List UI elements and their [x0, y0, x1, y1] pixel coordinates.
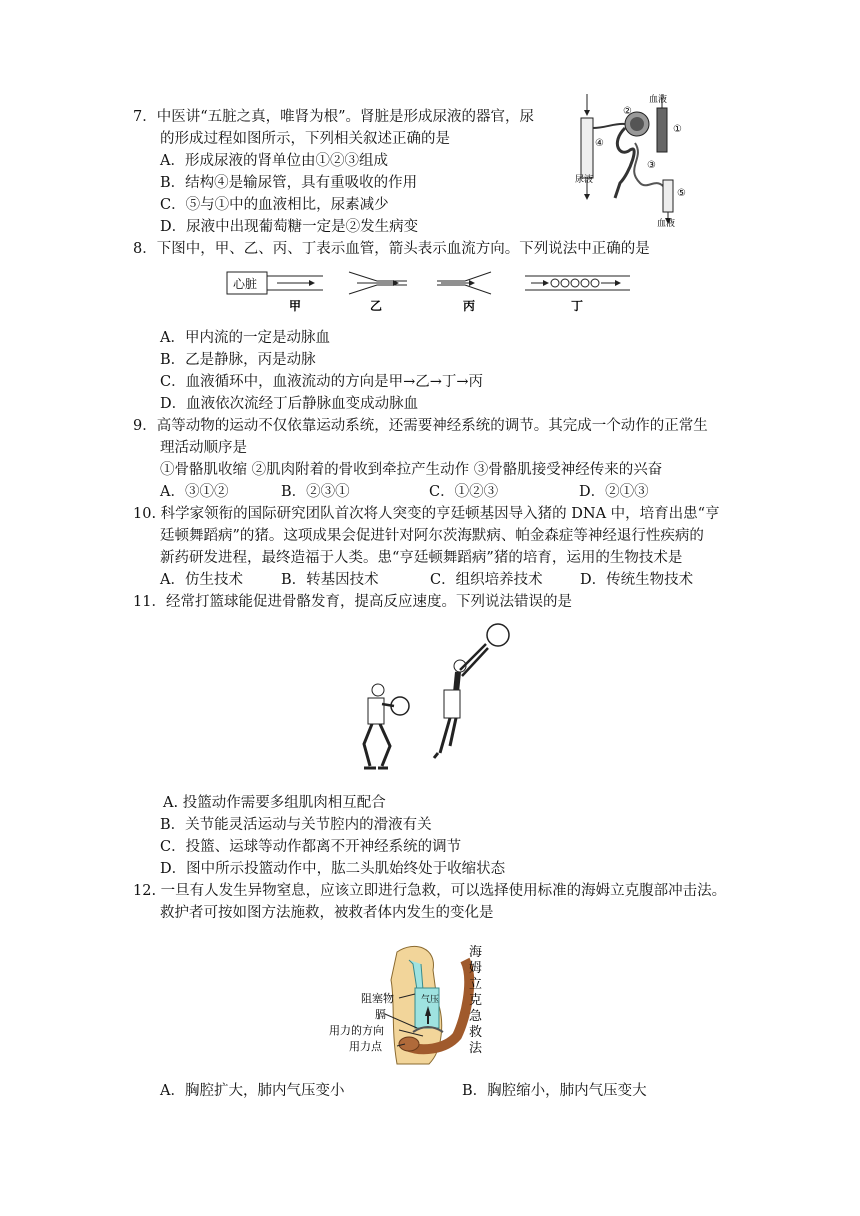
title-char-4: 克 — [469, 993, 483, 1008]
q12-stem-line2: 救护者可按如图方法施救，被救者体内发生的变化是 — [160, 905, 494, 921]
label-n1: ① — [673, 124, 682, 135]
heimlich-maneuver-figure — [325, 940, 495, 1068]
q12-option-b: B．胸腔缩小，肺内气压变大 — [462, 1083, 647, 1099]
blood-vessel-diagram — [225, 268, 645, 318]
q10-stem-line2: 廷顿舞蹈病”的猪。这项成果会促进针对阿尔茨海默病、帕金森症等神经退行性疾病的 — [160, 528, 704, 544]
label-pressure: 气压 — [421, 995, 440, 1005]
q8-option-c: C．血液循环中，血液流动的方向是甲→乙→丁→丙 — [160, 374, 484, 390]
q11-option-d: D．图中所示投篮动作中，肱二头肌始终处于收缩状态 — [160, 861, 506, 877]
label-n5: ⑤ — [677, 188, 686, 199]
q7-option-b: B．结构④是输尿管，具有重吸收的作用 — [160, 175, 418, 191]
label-heart: 心脏 — [233, 277, 258, 291]
q9-stem-line1: 9．高等动物的运动不仅依靠运动系统，还需要神经系统的调节。其完成一个动作的正常生 — [133, 418, 708, 434]
q8-option-b: B．乙是静脉，丙是动脉 — [160, 352, 316, 368]
q9-option-c: C．①②③ — [429, 484, 499, 500]
title-char-6: 救 — [469, 1025, 483, 1040]
q10-option-b: B．转基因技术 — [281, 572, 379, 588]
q10-option-d: D．传统生物技术 — [580, 572, 694, 588]
q9-items: ①骨骼肌收缩 ②肌肉附着的骨收到牵拉产生动作 ③骨骼肌接受神经传来的兴奋 — [160, 462, 663, 478]
label-yi: 乙 — [370, 299, 383, 313]
q11-option-c: C．投篮、运球等动作都离不开神经系统的调节 — [160, 839, 462, 855]
label-urine: 尿液 — [575, 175, 594, 185]
q12-stem-line1: 12. 一旦有人发生异物窒息，应该立即进行急救，可以选择使用标准的海姆立克腹部冲击法。 — [133, 883, 727, 899]
title-char-1: 海 — [469, 945, 483, 960]
q10-option-a: A．仿生技术 — [160, 572, 243, 588]
q10-stem-line3: 新药研发进程，最终造福于人类。患“亨廷顿舞蹈病”猪的培育，运用的生物技术是 — [160, 550, 683, 566]
title-char-2: 姆 — [469, 961, 483, 976]
q12-option-a: A．胸腔扩大，肺内气压变小 — [160, 1083, 345, 1099]
basketball-players-figure — [350, 618, 520, 778]
q8-stem: 8．下图中，甲、乙、丙、丁表示血管，箭头表示血流方向。下列说法中正确的是 — [133, 241, 650, 257]
q10-stem-line1: 10. 科学家领衔的国际研究团队首次将人突变的亨廷顿基因导入猪的 DNA 中，培育出患“亨 — [133, 506, 720, 522]
q8-option-a: A．甲内流的一定是动脉血 — [160, 330, 330, 346]
label-blood-top: 血液 — [649, 95, 668, 105]
label-force-point: 用力点 — [349, 1040, 382, 1053]
label-bing: 丙 — [463, 299, 476, 313]
q11-stem: 11．经常打篮球能促进骨骼发育，提高反应速度。下列说法错误的是 — [133, 594, 572, 610]
label-n2: ② — [623, 106, 632, 117]
q9-option-d: D．②①③ — [579, 484, 649, 500]
q11-option-b: B．关节能灵活运动与关节腔内的滑液有关 — [160, 817, 432, 833]
q9-option-a: A．③①② — [160, 484, 229, 500]
q9-stem-line2: 理活动顺序是 — [160, 440, 247, 456]
q7-option-a: A．形成尿液的肾单位由①②③组成 — [160, 153, 388, 169]
q7-option-c: C．⑤与①中的血液相比，尿素减少 — [160, 197, 389, 213]
title-char-7: 法 — [469, 1041, 483, 1056]
label-n3: ③ — [647, 160, 656, 171]
q11-option-a: A. 投篮动作需要多组肌肉相互配合 — [163, 795, 386, 811]
q7-stem-line1: 7．中医讲“五脏之真，唯肾为根”。肾脏是形成尿液的器官，尿 — [133, 109, 535, 125]
label-obstruction: 阻塞物 — [361, 992, 394, 1005]
q9-option-b: B．②③① — [281, 484, 350, 500]
title-char-3: 立 — [469, 977, 483, 992]
title-char-5: 急 — [469, 1009, 483, 1024]
label-blood-bottom: 血液 — [657, 219, 676, 228]
label-ding: 丁 — [571, 299, 584, 313]
nephron-diagram — [575, 88, 695, 228]
label-jia: 甲 — [289, 299, 302, 313]
q8-option-d: D．血液依次流经丁后静脉血变成动脉血 — [160, 396, 419, 412]
label-n4: ④ — [595, 138, 604, 149]
q7-option-d: D．尿液中出现葡萄糖一定是②发生病变 — [160, 219, 419, 235]
label-force-direction: 用力的方向 — [329, 1024, 384, 1037]
q7-stem-line2: 的形成过程如图所示，下列相关叙述正确的是 — [160, 131, 450, 147]
label-diaphragm: 膈 — [375, 1008, 386, 1021]
q10-option-c: C．组织培养技术 — [430, 572, 543, 588]
